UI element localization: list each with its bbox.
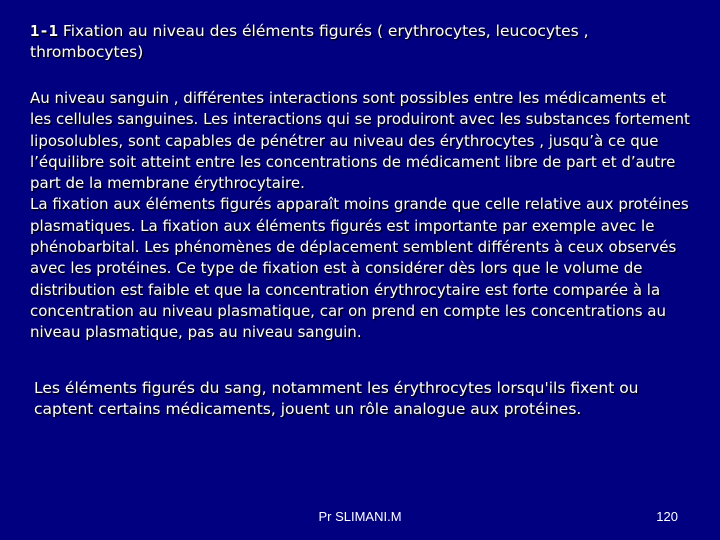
footer-author: Pr SLIMANI.M	[318, 509, 402, 524]
body-text	[30, 88, 690, 344]
conclusion-text: Les éléments figurés du sang, notamment les érythrocytes lorsqu'ils fixent ou captent certains médicaments, jouent un rôle analogue aux protéines.	[34, 379, 639, 418]
section-title-text: Fixation au niveau des éléments figurés ( erythrocytes, leucocytes , thrombocytes)	[30, 22, 589, 61]
paragraph-2: La fixation aux éléments figurés apparaît moins grande que celle relative aux protéines plasmatiques. La fixation aux éléments figurés est importante par exemple avec le phénobarbital. Les phénomènes de déplacement semblent différents à ceux observés avec les protéines. Ce type de fixation est à considérer dès lors que le volume de distribution est faible et que la concentration érythrocytaire est forte comparée à la concentration au niveau plasmatique, car on prend en compte les concentrations au niveau plasmatique, pas au niveau sanguin.	[30, 195, 689, 342]
slide-title	[30, 21, 690, 63]
section-number: 1-1	[30, 22, 58, 40]
paragraph-1: Au niveau sanguin , différentes interactions sont possibles entre les médicaments et les cellules sanguines. Les interactions qui se produiront avec les substances fortement liposolubles, sont capables de pénétrer au niveau des érythrocytes , jusqu’à ce que l’équilibre soit atteint entre les concentrations de médicament libre de part et d’autre part de la membrane érythrocytaire.	[30, 89, 690, 193]
page-number: 120	[656, 509, 678, 524]
